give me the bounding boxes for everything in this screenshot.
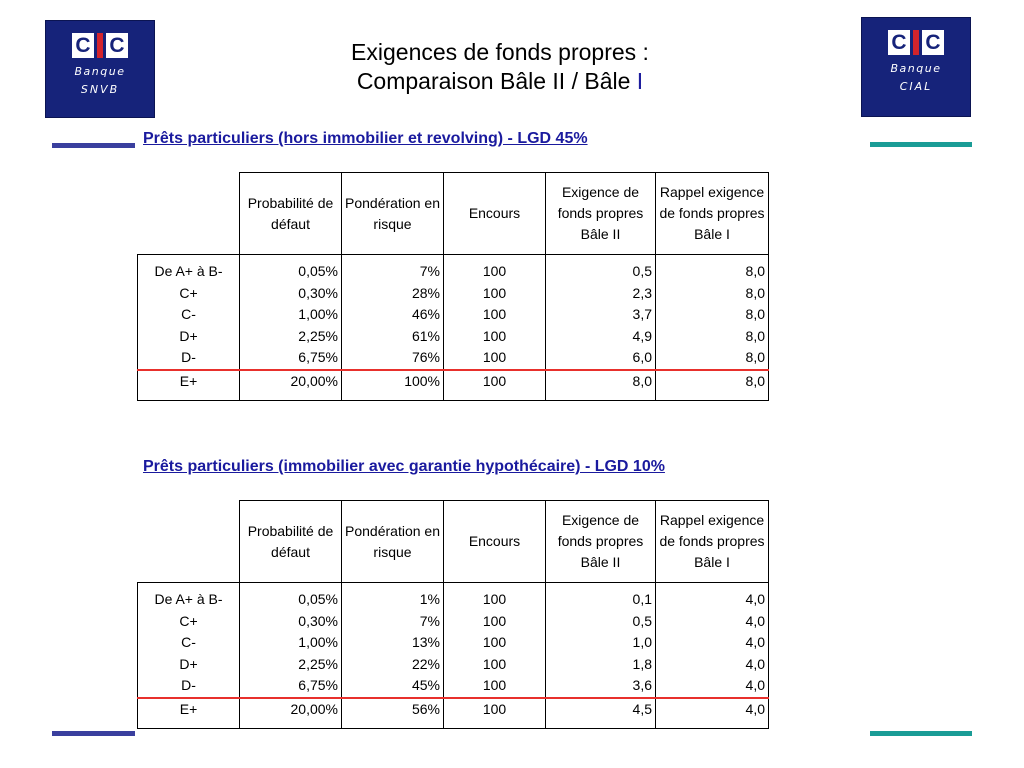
basel2-cell: 0,1 [546, 589, 656, 611]
pd-cell: 6,75% [240, 675, 342, 698]
basel1-cell: 8,0 [656, 347, 769, 370]
basel2-cell: 0,5 [546, 261, 656, 283]
pd-cell: 20,00% [240, 370, 342, 401]
title-line-1: Exigences de fonds propres : [351, 39, 649, 65]
basel2-cell: 1,8 [546, 654, 656, 676]
decorative-line-teal [870, 142, 972, 147]
pd-cell: 0,30% [240, 611, 342, 633]
table-row [138, 347, 769, 370]
basel2-cell: 3,7 [546, 304, 656, 326]
logo-banque-label: Banque [74, 65, 126, 78]
risk-weight-cell: 100% [342, 370, 444, 401]
rating-cell: D+ [138, 654, 240, 676]
col-header-basel2: Exigence de fonds propres Bâle II [546, 501, 656, 583]
basel2-cell: 8,0 [546, 370, 656, 401]
table-row [138, 654, 769, 676]
pd-cell: 20,00% [240, 698, 342, 729]
col-header-pd: Probabilité de défaut [240, 501, 342, 583]
risk-weight-cell: 45% [342, 675, 444, 698]
rating-cell: C+ [138, 611, 240, 633]
title-line-2: Comparaison Bâle II / Bâle I [356, 68, 644, 94]
exposure-cell: 100 [444, 347, 546, 370]
rating-cell: C- [138, 304, 240, 326]
col-header-basel2: Exigence de fonds propres Bâle II [546, 173, 656, 255]
exposure-cell: 100 [444, 370, 546, 401]
basel1-cell: 8,0 [656, 261, 769, 283]
table-row [138, 261, 769, 283]
logo-bank-name: CIAL [899, 80, 933, 93]
col-header-risk-weight: Pondération en risque [342, 501, 444, 583]
basel2-cell: 0,5 [546, 611, 656, 633]
rating-cell: E+ [138, 370, 240, 401]
decorative-line-blue [52, 731, 135, 736]
exposure-cell: 100 [444, 675, 546, 698]
col-header-basel1: Rappel exigence de fonds propres Bâle I [656, 501, 769, 583]
risk-weight-cell: 28% [342, 283, 444, 305]
pd-cell: 6,75% [240, 347, 342, 370]
col-header-exposure: Encours [444, 501, 546, 583]
basel1-cell: 8,0 [656, 304, 769, 326]
cic-cial-logo [861, 17, 971, 117]
basel2-cell: 4,5 [546, 698, 656, 729]
pd-cell: 0,30% [240, 283, 342, 305]
cic-wordmark: C C [70, 33, 130, 58]
basel1-cell: 4,0 [656, 632, 769, 654]
logo-banque-label: Banque [890, 62, 942, 75]
exposure-cell: 100 [444, 283, 546, 305]
col-header-exposure: Encours [444, 173, 546, 255]
risk-weight-cell: 46% [342, 304, 444, 326]
pd-cell: 0,05% [240, 261, 342, 283]
title-accent: I [636, 68, 644, 94]
pd-cell: 0,05% [240, 589, 342, 611]
exposure-cell: 100 [444, 611, 546, 633]
risk-weight-cell: 22% [342, 654, 444, 676]
risk-weight-cell: 7% [342, 261, 444, 283]
basel1-cell: 4,0 [656, 611, 769, 633]
decorative-line-teal [870, 731, 972, 736]
exposure-cell: 100 [444, 261, 546, 283]
table-row [138, 632, 769, 654]
risk-weight-cell: 7% [342, 611, 444, 633]
table-row [138, 675, 769, 698]
exposure-cell: 100 [444, 698, 546, 729]
rating-cell: D+ [138, 326, 240, 348]
basel2-cell: 4,9 [546, 326, 656, 348]
table-row [138, 589, 769, 611]
basel2-cell: 3,6 [546, 675, 656, 698]
rating-cell: De A+ à B- [138, 261, 240, 283]
rating-cell: D- [138, 347, 240, 370]
basel1-cell: 4,0 [656, 589, 769, 611]
section-title-2: Prêts particuliers (immobilier avec garantie hypothécaire) - LGD 10% [143, 458, 665, 475]
basel1-cell: 4,0 [656, 654, 769, 676]
risk-weight-cell: 61% [342, 326, 444, 348]
basel1-cell: 8,0 [656, 370, 769, 401]
basel2-cell: 6,0 [546, 347, 656, 370]
table-row [138, 698, 769, 729]
basel2-cell: 2,3 [546, 283, 656, 305]
rating-cell: D- [138, 675, 240, 698]
basel2-cell: 1,0 [546, 632, 656, 654]
table-row [138, 370, 769, 401]
cic-wordmark: C C [886, 30, 946, 55]
cic-snvb-logo [45, 20, 155, 118]
table-section-1 [137, 172, 769, 401]
pd-cell: 1,00% [240, 304, 342, 326]
page-title [200, 38, 800, 96]
col-header-basel1: Rappel exigence de fonds propres Bâle I [656, 173, 769, 255]
risk-weight-cell: 13% [342, 632, 444, 654]
basel1-cell: 4,0 [656, 698, 769, 729]
exposure-cell: 100 [444, 304, 546, 326]
table-row [138, 611, 769, 633]
logo-bank-name: SNVB [80, 83, 120, 96]
col-header-risk-weight: Pondération en risque [342, 173, 444, 255]
risk-weight-cell: 1% [342, 589, 444, 611]
decorative-line-blue [52, 143, 135, 148]
risk-weight-cell: 76% [342, 347, 444, 370]
section-title-1: Prêts particuliers (hors immobilier et revolving) - LGD 45% [143, 130, 588, 147]
exposure-cell: 100 [444, 632, 546, 654]
risk-weight-cell: 56% [342, 698, 444, 729]
pd-cell: 2,25% [240, 654, 342, 676]
basel1-cell: 8,0 [656, 326, 769, 348]
pd-cell: 2,25% [240, 326, 342, 348]
exposure-cell: 100 [444, 326, 546, 348]
rating-cell: C- [138, 632, 240, 654]
exposure-cell: 100 [444, 654, 546, 676]
pd-cell: 1,00% [240, 632, 342, 654]
rating-cell: E+ [138, 698, 240, 729]
table-row [138, 326, 769, 348]
table-section-2 [137, 500, 769, 729]
rating-cell: C+ [138, 283, 240, 305]
rating-cell: De A+ à B- [138, 589, 240, 611]
exposure-cell: 100 [444, 589, 546, 611]
table-row [138, 304, 769, 326]
basel1-cell: 8,0 [656, 283, 769, 305]
table-row [138, 283, 769, 305]
col-header-pd: Probabilité de défaut [240, 173, 342, 255]
basel1-cell: 4,0 [656, 675, 769, 698]
